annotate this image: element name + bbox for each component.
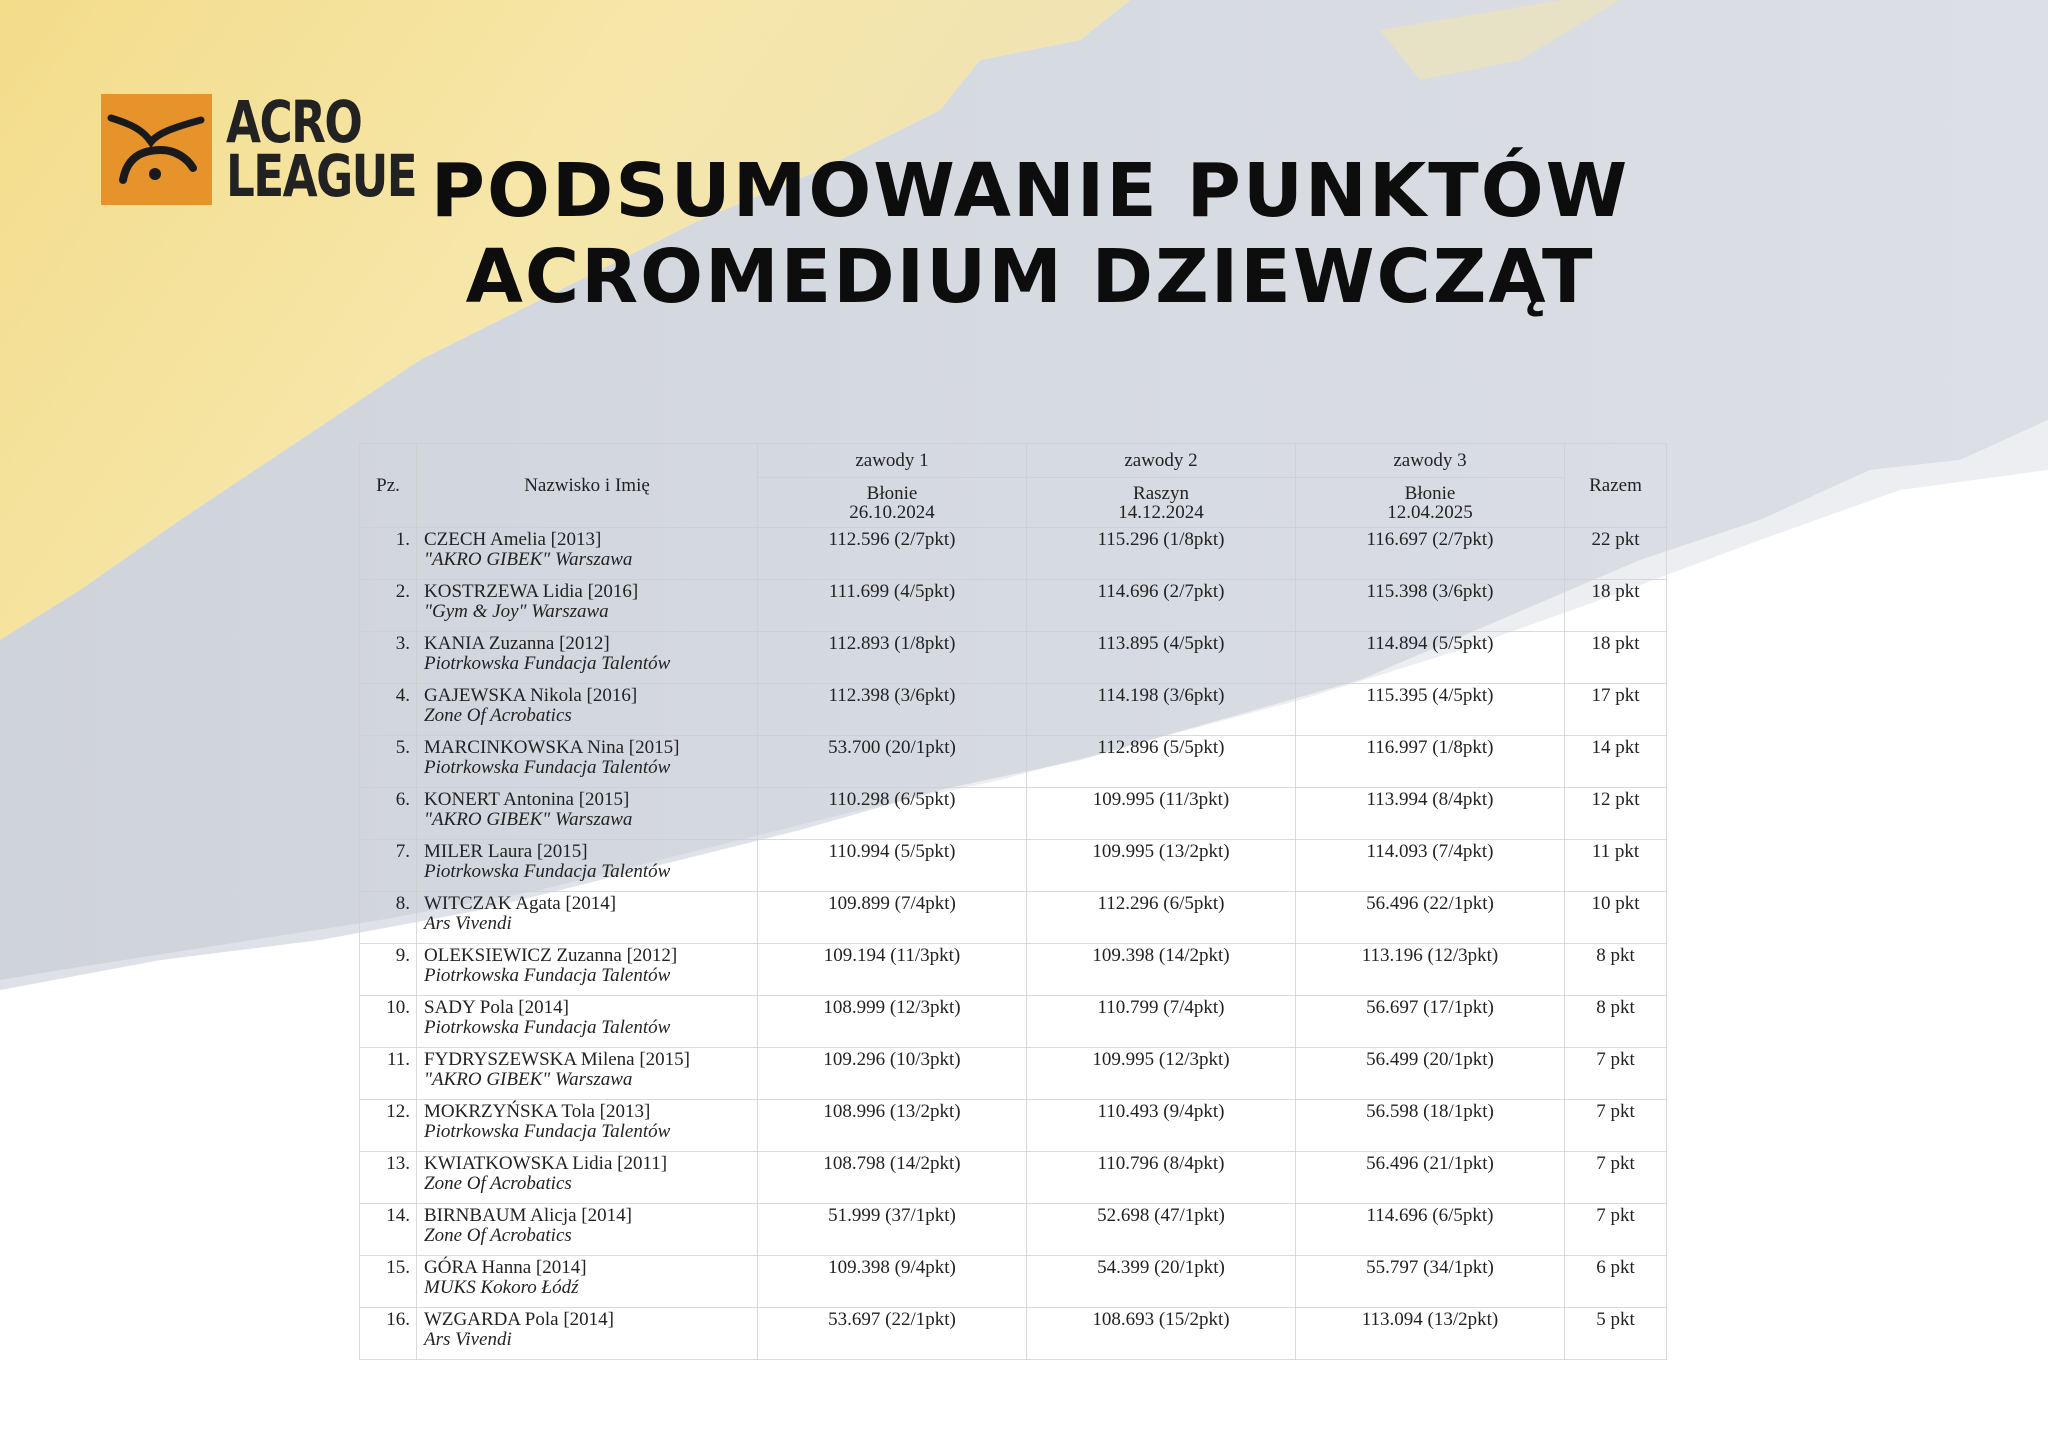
athlete-club: Zone Of Acrobatics: [424, 705, 572, 726]
athlete-name: WZGARDA Pola [2014]: [424, 1309, 614, 1330]
athlete-club: Piotrkowska Fundacja Talentów: [424, 1017, 671, 1038]
table-row: [360, 944, 1667, 996]
row-position: 14.: [360, 1204, 417, 1256]
row-total: 12 pkt: [1565, 788, 1667, 840]
athlete-name: CZECH Amelia [2013]: [424, 529, 602, 550]
header-total: Razem: [1565, 444, 1667, 528]
row-score-event-2: 113.895 (4/5pkt): [1027, 632, 1296, 684]
row-score-event-1: 110.994 (5/5pkt): [758, 840, 1027, 892]
row-score-event-1: 108.996 (13/2pkt): [758, 1100, 1027, 1152]
athlete-name: MARCINKOWSKA Nina [2015]: [424, 737, 680, 758]
table-row: [360, 1308, 1667, 1360]
acrobat-icon: [101, 94, 212, 205]
row-position: 16.: [360, 1308, 417, 1360]
table-row: [360, 736, 1667, 788]
row-position: 5.: [360, 736, 417, 788]
row-score-event-1: 109.398 (9/4pkt): [758, 1256, 1027, 1308]
title-line-1: PODSUMOWANIE PUNKTÓW: [430, 148, 1630, 234]
row-score-event-2: 109.398 (14/2pkt): [1027, 944, 1296, 996]
row-total: 7 pkt: [1565, 1152, 1667, 1204]
row-position: 3.: [360, 632, 417, 684]
athlete-name: FYDRYSZEWSKA Milena [2015]: [424, 1049, 690, 1070]
row-position: 12.: [360, 1100, 417, 1152]
row-score-event-3: 56.499 (20/1pkt): [1296, 1048, 1565, 1100]
athlete-club: "AKRO GIBEK" Warszawa: [424, 1069, 633, 1090]
row-athlete: [417, 1256, 758, 1308]
athlete-club: Zone Of Acrobatics: [424, 1225, 572, 1246]
row-score-event-2: 108.693 (15/2pkt): [1027, 1308, 1296, 1360]
row-total: 7 pkt: [1565, 1204, 1667, 1256]
row-score-event-3: 114.093 (7/4pkt): [1296, 840, 1565, 892]
event-1-date: 26.10.2024: [849, 501, 935, 523]
row-athlete: [417, 788, 758, 840]
row-score-event-2: 109.995 (13/2pkt): [1027, 840, 1296, 892]
row-score-event-3: 114.696 (6/5pkt): [1296, 1204, 1565, 1256]
row-score-event-3: 115.395 (4/5pkt): [1296, 684, 1565, 736]
row-position: 13.: [360, 1152, 417, 1204]
row-score-event-2: 109.995 (12/3pkt): [1027, 1048, 1296, 1100]
row-position: 10.: [360, 996, 417, 1048]
row-score-event-2: 115.296 (1/8pkt): [1027, 528, 1296, 580]
athlete-name: WITCZAK Agata [2014]: [424, 893, 617, 914]
row-athlete: [417, 1152, 758, 1204]
row-athlete: [417, 736, 758, 788]
row-athlete: [417, 996, 758, 1048]
row-score-event-1: 51.999 (37/1pkt): [758, 1204, 1027, 1256]
row-score-event-1: 109.296 (10/3pkt): [758, 1048, 1027, 1100]
results-body: [360, 528, 1667, 1360]
athlete-name: KWIATKOWSKA Lidia [2011]: [424, 1153, 668, 1174]
header-event-1-venue: [758, 478, 1027, 528]
event-3-place: Błonie: [1404, 482, 1456, 504]
row-total: 6 pkt: [1565, 1256, 1667, 1308]
row-score-event-3: 113.196 (12/3pkt): [1296, 944, 1565, 996]
row-score-event-1: 111.699 (4/5pkt): [758, 580, 1027, 632]
row-score-event-3: 56.697 (17/1pkt): [1296, 996, 1565, 1048]
row-score-event-3: 116.997 (1/8pkt): [1296, 736, 1565, 788]
athlete-club: "AKRO GIBEK" Warszawa: [424, 809, 633, 830]
header-name: Nazwisko i Imię: [417, 444, 758, 528]
row-athlete: [417, 944, 758, 996]
row-score-event-2: 109.995 (11/3pkt): [1027, 788, 1296, 840]
row-score-event-3: 113.994 (8/4pkt): [1296, 788, 1565, 840]
table-row: [360, 1152, 1667, 1204]
row-athlete: [417, 1048, 758, 1100]
title-line-2: ACROMEDIUM DZIEWCZĄT: [465, 234, 1595, 320]
athlete-name: KANIA Zuzanna [2012]: [424, 633, 610, 654]
row-total: 7 pkt: [1565, 1048, 1667, 1100]
athlete-name: BIRNBAUM Alicja [2014]: [424, 1205, 632, 1226]
results-table: [359, 443, 1667, 1360]
row-score-event-3: 115.398 (3/6pkt): [1296, 580, 1565, 632]
athlete-club: Piotrkowska Fundacja Talentów: [424, 1121, 671, 1142]
page-title: [380, 148, 1680, 320]
row-total: 22 pkt: [1565, 528, 1667, 580]
table-row: [360, 528, 1667, 580]
row-score-event-2: 54.399 (20/1pkt): [1027, 1256, 1296, 1308]
athlete-club: Zone Of Acrobatics: [424, 1173, 572, 1194]
athlete-club: Piotrkowska Fundacja Talentów: [424, 861, 671, 882]
header-event-1: zawody 1: [758, 444, 1027, 478]
row-score-event-3: 113.094 (13/2pkt): [1296, 1308, 1565, 1360]
event-2-date: 14.12.2024: [1118, 501, 1204, 523]
athlete-club: "AKRO GIBEK" Warszawa: [424, 549, 633, 570]
row-score-event-2: 112.296 (6/5pkt): [1027, 892, 1296, 944]
row-position: 8.: [360, 892, 417, 944]
athlete-club: Ars Vivendi: [424, 1329, 512, 1350]
row-score-event-3: 116.697 (2/7pkt): [1296, 528, 1565, 580]
row-total: 14 pkt: [1565, 736, 1667, 788]
header-row-events: [360, 444, 1667, 478]
athlete-club: Piotrkowska Fundacja Talentów: [424, 965, 671, 986]
athlete-name: KONERT Antonina [2015]: [424, 789, 630, 810]
row-position: 9.: [360, 944, 417, 996]
event-3-date: 12.04.2025: [1387, 501, 1473, 523]
row-position: 6.: [360, 788, 417, 840]
header-position: Pz.: [360, 444, 417, 528]
athlete-name: GAJEWSKA Nikola [2016]: [424, 685, 638, 706]
row-athlete: [417, 1100, 758, 1152]
athlete-club: MUKS Kokoro Łódź: [424, 1277, 579, 1298]
athlete-name: KOSTRZEWA Lidia [2016]: [424, 581, 639, 602]
row-score-event-1: 53.700 (20/1pkt): [758, 736, 1027, 788]
row-athlete: [417, 528, 758, 580]
row-total: 17 pkt: [1565, 684, 1667, 736]
athlete-club: Piotrkowska Fundacja Talentów: [424, 757, 671, 778]
row-score-event-2: 110.799 (7/4pkt): [1027, 996, 1296, 1048]
row-score-event-1: 108.999 (12/3pkt): [758, 996, 1027, 1048]
table-row: [360, 840, 1667, 892]
row-athlete: [417, 580, 758, 632]
row-total: 8 pkt: [1565, 996, 1667, 1048]
row-score-event-1: 109.194 (11/3pkt): [758, 944, 1027, 996]
row-score-event-2: 114.198 (3/6pkt): [1027, 684, 1296, 736]
row-score-event-2: 112.896 (5/5pkt): [1027, 736, 1296, 788]
row-total: 18 pkt: [1565, 580, 1667, 632]
table-row: [360, 788, 1667, 840]
row-athlete: [417, 684, 758, 736]
table-row: [360, 1204, 1667, 1256]
event-1-place: Błonie: [866, 482, 918, 504]
row-athlete: [417, 892, 758, 944]
row-score-event-2: 114.696 (2/7pkt): [1027, 580, 1296, 632]
athlete-name: MOKRZYŃSKA Tola [2013]: [424, 1101, 651, 1122]
row-score-event-1: 110.298 (6/5pkt): [758, 788, 1027, 840]
row-athlete: [417, 632, 758, 684]
row-score-event-1: 112.398 (3/6pkt): [758, 684, 1027, 736]
row-position: 11.: [360, 1048, 417, 1100]
athlete-name: GÓRA Hanna [2014]: [424, 1257, 587, 1278]
acro-league-logo: [101, 88, 417, 210]
row-score-event-1: 112.596 (2/7pkt): [758, 528, 1027, 580]
row-athlete: [417, 840, 758, 892]
row-total: 5 pkt: [1565, 1308, 1667, 1360]
row-score-event-1: 112.893 (1/8pkt): [758, 632, 1027, 684]
table-row: [360, 892, 1667, 944]
row-athlete: [417, 1308, 758, 1360]
row-athlete: [417, 1204, 758, 1256]
row-total: 7 pkt: [1565, 1100, 1667, 1152]
table-row: [360, 996, 1667, 1048]
header-event-3-venue: [1296, 478, 1565, 528]
row-total: 10 pkt: [1565, 892, 1667, 944]
athlete-name: SADY Pola [2014]: [424, 997, 569, 1018]
row-position: 1.: [360, 528, 417, 580]
row-total: 18 pkt: [1565, 632, 1667, 684]
event-2-place: Raszyn: [1133, 482, 1189, 504]
table-row: [360, 632, 1667, 684]
row-total: 8 pkt: [1565, 944, 1667, 996]
athlete-club: Piotrkowska Fundacja Talentów: [424, 653, 671, 674]
row-score-event-3: 114.894 (5/5pkt): [1296, 632, 1565, 684]
row-score-event-3: 56.496 (21/1pkt): [1296, 1152, 1565, 1204]
table-row: [360, 580, 1667, 632]
athlete-club: "Gym & Joy" Warszawa: [424, 601, 609, 622]
header-event-2: zawody 2: [1027, 444, 1296, 478]
row-score-event-3: 56.598 (18/1pkt): [1296, 1100, 1565, 1152]
row-score-event-2: 110.493 (9/4pkt): [1027, 1100, 1296, 1152]
row-score-event-1: 109.899 (7/4pkt): [758, 892, 1027, 944]
header-event-3: zawody 3: [1296, 444, 1565, 478]
table-row: [360, 684, 1667, 736]
table-row: [360, 1256, 1667, 1308]
row-score-event-2: 110.796 (8/4pkt): [1027, 1152, 1296, 1204]
row-score-event-3: 55.797 (34/1pkt): [1296, 1256, 1565, 1308]
row-score-event-1: 108.798 (14/2pkt): [758, 1152, 1027, 1204]
athlete-name: MILER Laura [2015]: [424, 841, 588, 862]
header-event-2-venue: [1027, 478, 1296, 528]
table-row: [360, 1100, 1667, 1152]
logo-line-1: ACRO: [226, 88, 362, 156]
row-score-event-1: 53.697 (22/1pkt): [758, 1308, 1027, 1360]
row-position: 2.: [360, 580, 417, 632]
row-position: 15.: [360, 1256, 417, 1308]
athlete-name: OLEKSIEWICZ Zuzanna [2012]: [424, 945, 678, 966]
athlete-club: Ars Vivendi: [424, 913, 512, 934]
row-score-event-2: 52.698 (47/1pkt): [1027, 1204, 1296, 1256]
row-score-event-3: 56.496 (22/1pkt): [1296, 892, 1565, 944]
row-position: 7.: [360, 840, 417, 892]
row-position: 4.: [360, 684, 417, 736]
row-total: 11 pkt: [1565, 840, 1667, 892]
logo-line-2: LEAGUE: [226, 142, 417, 210]
table-row: [360, 1048, 1667, 1100]
